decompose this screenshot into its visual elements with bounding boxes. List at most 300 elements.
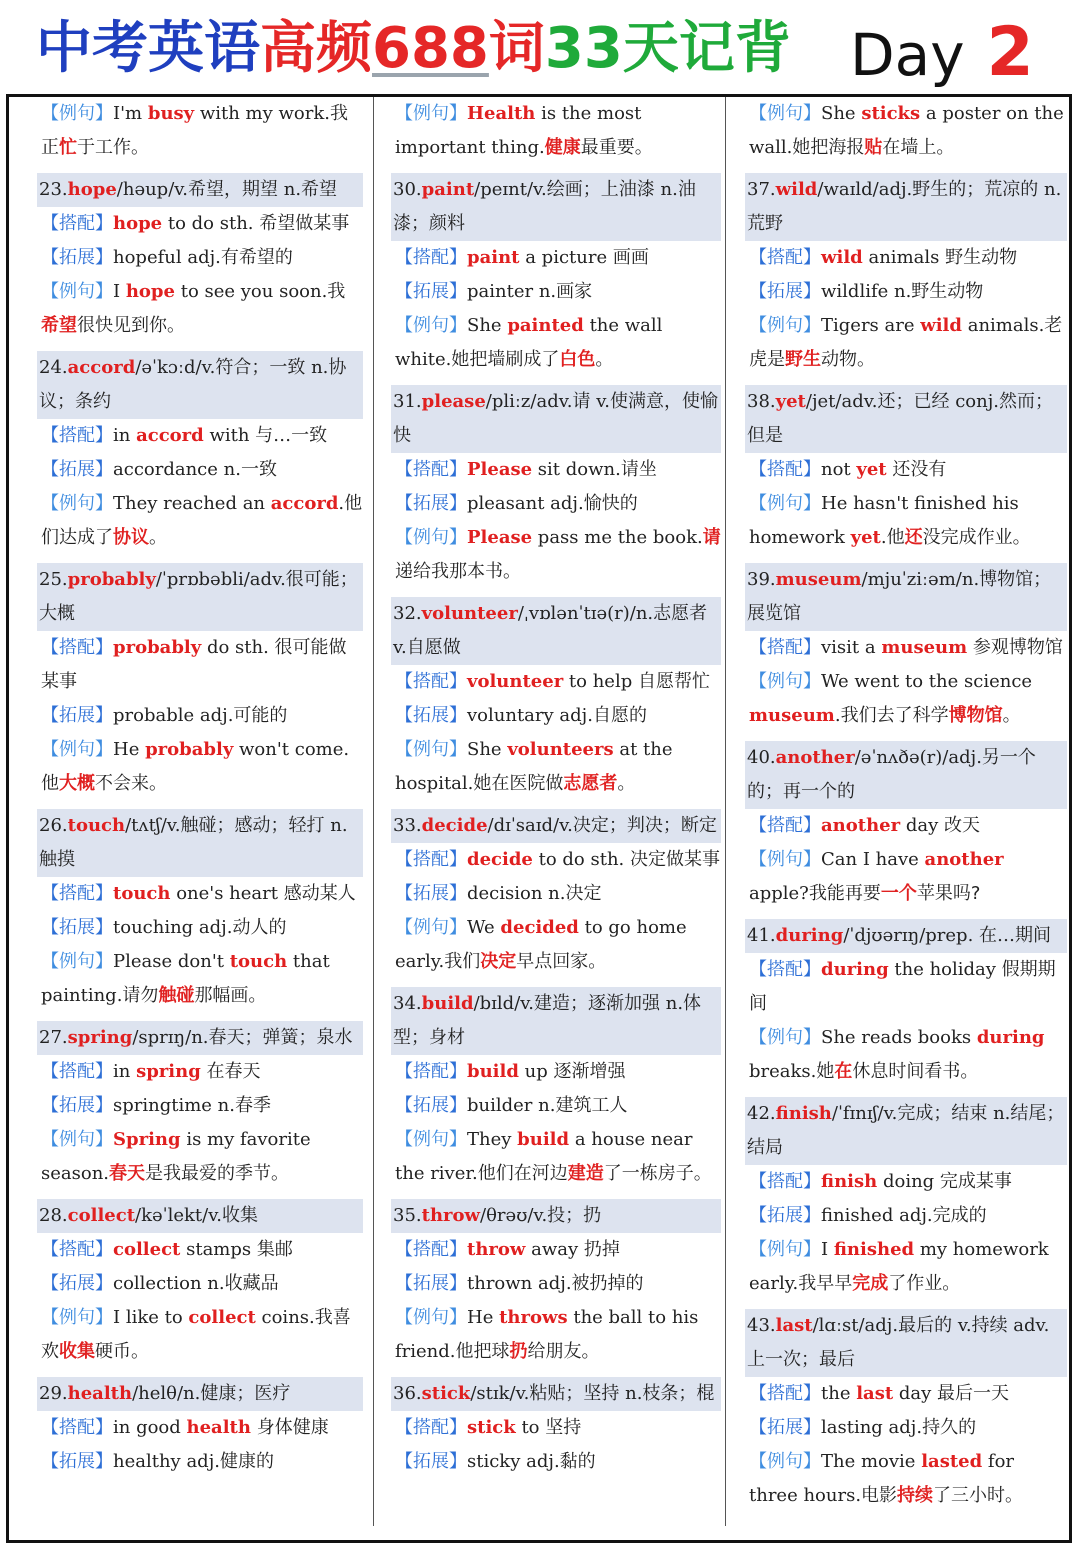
keyword: paint [467,247,520,268]
example-zh: 递给我那本书。 [395,561,521,582]
word-number: 32. [393,603,422,624]
keyword-zh: 春天 [109,1163,146,1184]
collocation-line [391,665,721,699]
example-text: for three hours.电影 [749,1451,1015,1506]
example-tag: 【例句】 [749,315,821,336]
example-text: I'm [113,103,148,124]
word-entry-35 [391,1199,721,1369]
word-heading [745,741,1067,809]
extension-tag: 【拓展】 [749,1417,821,1438]
collocation-text: stamps 集邮 [180,1239,293,1260]
keyword: yet [850,527,881,548]
extension-tag: 【拓展】 [395,493,467,514]
keyword: busy [147,103,195,124]
keyword: decided [500,917,579,938]
word-heading [391,1377,721,1411]
extension-line [745,275,1067,309]
example-line [745,843,1067,911]
word-entry-36 [391,1377,721,1479]
title-part-3: 688 [372,16,489,81]
example-text: breaks.她 [749,1061,835,1082]
example-text: is the most important thing. [395,103,642,158]
example-tag: 【例句】 [749,671,821,692]
collocation-tag: 【搭配】 [41,637,113,658]
collocation-tag: 【搭配】 [41,1061,113,1082]
extension-text: touching adj.动人的 [113,917,287,938]
headword: spring [67,1027,133,1048]
example-text: with my work.我正 [41,103,348,158]
title-part-4: 词 [488,16,545,81]
collocation-text: 在春天 [200,1061,261,1082]
extension-line [391,1267,721,1301]
example-text: coins.我喜欢 [41,1307,351,1362]
word-heading [391,597,721,665]
example-line [745,1233,1067,1301]
word-entry-39 [745,563,1067,733]
keyword: another [821,815,901,836]
example-text: animals.老虎是 [749,315,1063,370]
definition: /əˈnʌðə(r)/adj.另一个的；再一个的 [747,747,1036,802]
example-zh: 了作业。 [888,1273,961,1294]
extension-text: builder n.建筑工人 [467,1095,628,1116]
example-tag: 【例句】 [749,493,821,514]
example-text: He [113,739,146,760]
title-part-5: 33天记背 [544,16,791,81]
headword: health [67,1383,133,1404]
collocation-tag: 【搭配】 [749,459,821,480]
keyword: volunteers [507,739,614,760]
headword: volunteer [421,603,518,624]
keyword: accord [136,425,204,446]
word-heading [37,1377,363,1411]
collocation-text: day 改天 [900,815,980,836]
definition: /peɪnt/v.绘画；上油漆 n.油漆；颜料 [393,179,696,234]
definition: /dɪˈsaɪd/v.决定；判决；断定 [487,815,717,836]
collocation-text: one's heart 感动某人 [170,883,356,904]
collocation-line [37,207,363,241]
collocation-tag: 【搭配】 [749,815,821,836]
extension-line [391,877,721,911]
collocation-text: to help 自愿帮忙 [563,671,710,692]
extension-text: healthy adj.健康的 [113,1451,275,1472]
collocation-text: sit down.请坐 [532,459,657,480]
example-tag: 【例句】 [41,493,113,514]
keyword: Spring [113,1129,181,1150]
example-text: that painting.请勿 [41,951,330,1006]
extension-tag: 【拓展】 [41,705,113,726]
keyword: lasted [921,1451,983,1472]
collocation-tag: 【搭配】 [749,1171,821,1192]
collocation-text: in [113,1061,137,1082]
example-zh: 那幅画。 [194,985,267,1006]
word-entry-38 [745,385,1067,555]
example-tag: 【例句】 [749,1239,821,1260]
collocation-line [745,631,1067,665]
example-zh: 动物。 [821,349,875,370]
page-title [36,14,791,84]
extension-text: hopeful adj.有希望的 [113,247,293,268]
collocation-text: day 最后一天 [893,1383,1010,1404]
headword: another [775,747,855,768]
extension-tag: 【拓展】 [41,1273,113,1294]
vocabulary-board [6,94,1072,1543]
example-text: pass me the book. [532,527,703,548]
extension-text: wildlife n.野生动物 [821,281,984,302]
collocation-tag: 【搭配】 [395,671,467,692]
page-header [0,0,1080,92]
collocation-line [391,1233,721,1267]
keyword: accord [270,493,339,514]
keyword: Please [467,527,533,548]
collocation-text: 身体健康 [250,1417,329,1438]
word-entry-34 [391,987,721,1191]
collocation-line [37,1411,363,1445]
example-tag: 【例句】 [41,281,113,302]
column-divider [373,97,374,1526]
definition: /mjuˈziːəm/n.博物馆；展览馆 [747,569,1052,624]
example-text: We [467,917,501,938]
extension-text: collection n.收藏品 [113,1273,279,1294]
headword: yet [775,391,806,412]
extension-text: thrown adj.被扔掉的 [467,1273,644,1294]
example-zh: 。 [149,527,167,548]
example-zh: 早点回家。 [516,951,607,972]
example-line [391,521,721,589]
example-text: The movie [821,1451,922,1472]
word-heading [391,809,721,843]
example-text: He [467,1307,500,1328]
keyword-zh: 扔 [509,1341,528,1362]
example-text: Can I have [821,849,925,870]
example-line [745,487,1067,555]
extension-line [391,699,721,733]
keyword-zh: 完成 [852,1273,889,1294]
keyword: throws [499,1307,568,1328]
example-text: a house near the river.他们在河边 [395,1129,693,1184]
definition: /həup/v.希望，期望 n.希望 [116,179,338,200]
keyword-zh: 一个 [880,883,917,904]
collocation-text: in [113,425,137,446]
word-entry-33 [391,809,721,979]
extension-line [37,1267,363,1301]
example-tag: 【例句】 [749,1451,821,1472]
extension-line [391,275,721,309]
continued-example [391,97,721,165]
definition: /helθ/n.健康；医疗 [132,1383,291,1404]
example-tag: 【例句】 [749,1027,821,1048]
collocation-tag: 【搭配】 [41,1417,113,1438]
example-tag: 【例句】 [41,739,113,760]
example-line [37,945,363,1013]
definition: /sprɪŋ/n.春天；弹簧；泉水 [132,1027,353,1048]
headword: accord [67,357,136,378]
headword: collect [67,1205,136,1226]
headword: finish [775,1103,832,1124]
extension-tag: 【拓展】 [749,1205,821,1226]
day-text: Day [850,21,965,89]
example-text: I [821,1239,834,1260]
keyword-zh: 博物馆 [948,705,1003,726]
extension-line [391,487,721,521]
keyword-zh: 健康 [544,137,581,158]
word-entry-41 [745,919,1067,1089]
keyword-zh: 持续 [897,1485,934,1506]
keyword-zh: 希望 [41,315,77,336]
word-number: 39. [747,569,776,590]
keyword: build [467,1061,519,1082]
continued-example [745,97,1067,165]
collocation-line [745,1165,1067,1199]
collocation-tag: 【搭配】 [749,1383,821,1404]
word-heading [745,1097,1067,1165]
example-line [745,1445,1067,1513]
extension-line [391,1445,721,1479]
collocation-text: in good [113,1417,187,1438]
keyword: spring [136,1061,201,1082]
word-heading [37,1021,363,1055]
example-tag: 【例句】 [41,1129,113,1150]
example-zh: 于工作。 [77,137,149,158]
example-tag: 【例句】 [749,849,821,870]
definition: /stɪk/v.粘贴；坚持 n.枝条；棍 [470,1383,715,1404]
keyword-zh: 还 [904,527,923,548]
definition: /lɑːst/adj.最后的 v.持续 adv.上一次；最后 [747,1315,1050,1370]
keyword: decide [467,849,533,870]
example-zh: 休息时间看书。 [852,1061,979,1082]
collocation-text: to do sth. 希望做某事 [162,213,350,234]
column-3 [745,97,1067,1540]
word-heading [37,351,363,419]
word-entry-37 [745,173,1067,377]
keyword-zh: 协议 [113,527,149,548]
extension-text: finished adj.完成的 [821,1205,987,1226]
extension-line [37,699,363,733]
definition: /jet/adv.还；已经 conj.然而；但是 [747,391,1054,446]
word-heading [745,385,1067,453]
keyword: hope [113,213,163,234]
example-text: She [467,739,508,760]
word-entry-43 [745,1309,1067,1513]
collocation-line [37,631,363,699]
example-text: to see you soon.我 [174,281,346,302]
keyword: yet [856,459,887,480]
word-number: 24. [39,357,68,378]
word-heading [391,987,721,1055]
headword: museum [775,569,862,590]
extension-text: sticky adj.黏的 [467,1451,596,1472]
word-number: 25. [39,569,68,590]
word-entry-32 [391,597,721,801]
keyword-zh: 触碰 [158,985,195,1006]
word-heading [37,1199,363,1233]
collocation-line [391,843,721,877]
word-number: 29. [39,1383,68,1404]
example-line [37,487,363,555]
collocation-text: to do sth. 决定做某事 [532,849,720,870]
keyword: health [186,1417,251,1438]
collocation-text: up 逐渐增强 [518,1061,626,1082]
word-number: 28. [39,1205,68,1226]
collocation-text: away 扔掉 [525,1239,620,1260]
example-text: apple?我能再要 [749,883,881,904]
keyword: finished [833,1239,915,1260]
headword: build [421,993,474,1014]
extension-text: voluntary adj.自愿的 [467,705,647,726]
extension-line [391,1089,721,1123]
extension-tag: 【拓展】 [395,1273,467,1294]
collocation-text: the holiday 假期期间 [749,959,1056,1014]
collocation-text: the [821,1383,857,1404]
word-entry-25 [37,563,363,801]
day-number: 2 [986,13,1034,92]
collocation-text: 还没有 [886,459,947,480]
collocation-tag: 【搭配】 [41,425,113,446]
example-line [37,97,363,165]
collocation-text: doing 完成某事 [877,1171,1012,1192]
example-text: is my favorite season. [41,1129,311,1184]
example-zh: 。 [1002,705,1021,726]
example-zh: 没完成作业。 [922,527,1031,548]
extension-text: lasting adj.持久的 [821,1417,977,1438]
column-divider [725,97,726,1526]
collocation-tag: 【搭配】 [41,213,113,234]
word-number: 42. [747,1103,776,1124]
definition: /θrəʊ/v.投；扔 [480,1205,602,1226]
headword: please [421,391,486,412]
example-tag: 【例句】 [749,103,821,124]
example-zh: 在墙上。 [882,137,955,158]
example-zh: 硬币。 [95,1341,149,1362]
collocation-tag: 【搭配】 [749,959,821,980]
example-line [745,97,1067,165]
example-tag: 【例句】 [395,1307,467,1328]
example-zh: 很快见到你。 [77,315,185,336]
example-text: Please don't [113,951,230,972]
example-tag: 【例句】 [41,103,113,124]
example-line [37,1301,363,1369]
word-heading [745,563,1067,631]
word-heading [391,385,721,453]
word-entry-24 [37,351,363,555]
extension-tag: 【拓展】 [749,281,821,302]
word-heading [745,173,1067,241]
example-tag: 【例句】 [395,739,467,760]
example-zh: 不会来。 [95,773,167,794]
example-line [37,1123,363,1191]
example-text: She reads books [821,1027,977,1048]
word-heading [745,1309,1067,1377]
extension-tag: 【拓展】 [395,1095,467,1116]
example-line [391,309,721,377]
collocation-line [391,1055,721,1089]
extension-tag: 【拓展】 [395,281,467,302]
day-label [850,13,1034,92]
example-text: She [821,103,862,124]
keyword: during [821,959,889,980]
headword: wild [775,179,818,200]
definition: /əˈkɔːd/v.符合；一致 n.协议；条约 [39,357,347,412]
example-text: .他们达成了 [41,493,363,548]
example-text: I like to [113,1307,189,1328]
extension-tag: 【拓展】 [395,705,467,726]
word-entry-27 [37,1021,363,1191]
keyword: museum [749,705,835,726]
keyword: last [856,1383,894,1404]
extension-line [37,1445,363,1479]
example-line [745,309,1067,377]
example-line [391,1123,721,1191]
example-line [37,733,363,801]
column-2 [391,97,721,1540]
keyword: painted [507,315,584,336]
extension-tag: 【拓展】 [41,917,113,938]
keyword-zh: 白色 [559,349,596,370]
keyword-zh: 建造 [567,1163,604,1184]
collocation-tag: 【搭配】 [749,247,821,268]
collocation-line [745,453,1067,487]
word-number: 34. [393,993,422,1014]
collocation-text: not [821,459,857,480]
keyword-zh: 志愿者 [563,773,618,794]
word-entry-30 [391,173,721,377]
word-number: 23. [39,179,68,200]
example-text: won't come.他 [41,739,350,794]
word-entry-40 [745,741,1067,911]
extension-line [745,1199,1067,1233]
keyword-zh: 野生 [785,349,821,370]
word-number: 43. [747,1315,776,1336]
collocation-text: animals 野生动物 [862,247,1018,268]
example-line [391,733,721,801]
example-text: We went to the science [821,671,1033,692]
keyword: touch [229,951,288,972]
word-entry-28 [37,1199,363,1369]
example-line [37,275,363,343]
keyword: another [924,849,1004,870]
example-text: Tigers are [821,315,921,336]
word-heading [37,563,363,631]
extension-line [745,1411,1067,1445]
collocation-tag: 【搭配】 [395,459,467,480]
extension-tag: 【拓展】 [395,1451,467,1472]
keyword: collect [188,1307,256,1328]
keyword: finish [821,1171,878,1192]
example-zh: 了三小时。 [933,1485,1024,1506]
keyword: probably [145,739,234,760]
title-part-1: 中考英语 [36,16,260,81]
definition: /kəˈlekt/v.收集 [135,1205,258,1226]
example-text: He hasn't finished his homework [749,493,1019,548]
definition: /ˈfɪnɪʃ/v.完成；结束 n.结尾；结局 [747,1103,1065,1158]
collocation-tag: 【搭配】 [395,1061,467,1082]
definition: /tʌtʃ/v.触碰；感动；轻打 n.触摸 [39,815,348,870]
definition: /bɪld/v.建造；逐渐加强 n.体型；身材 [393,993,702,1048]
word-number: 38. [747,391,776,412]
keyword-zh: 忙 [59,137,77,158]
word-number: 26. [39,815,68,836]
word-entry-29 [37,1377,363,1479]
collocation-line [745,241,1067,275]
definition: /waɪld/adj.野生的；荒凉的 n.荒野 [747,179,1062,234]
continued-example [37,97,363,165]
collocation-tag: 【搭配】 [395,1239,467,1260]
word-number: 40. [747,747,776,768]
collocation-text: do sth. 很可能做某事 [41,637,347,692]
keyword: Health [467,103,536,124]
keyword-zh: 大概 [59,773,95,794]
title-part-2: 高频 [260,16,372,81]
example-tag: 【例句】 [395,103,467,124]
